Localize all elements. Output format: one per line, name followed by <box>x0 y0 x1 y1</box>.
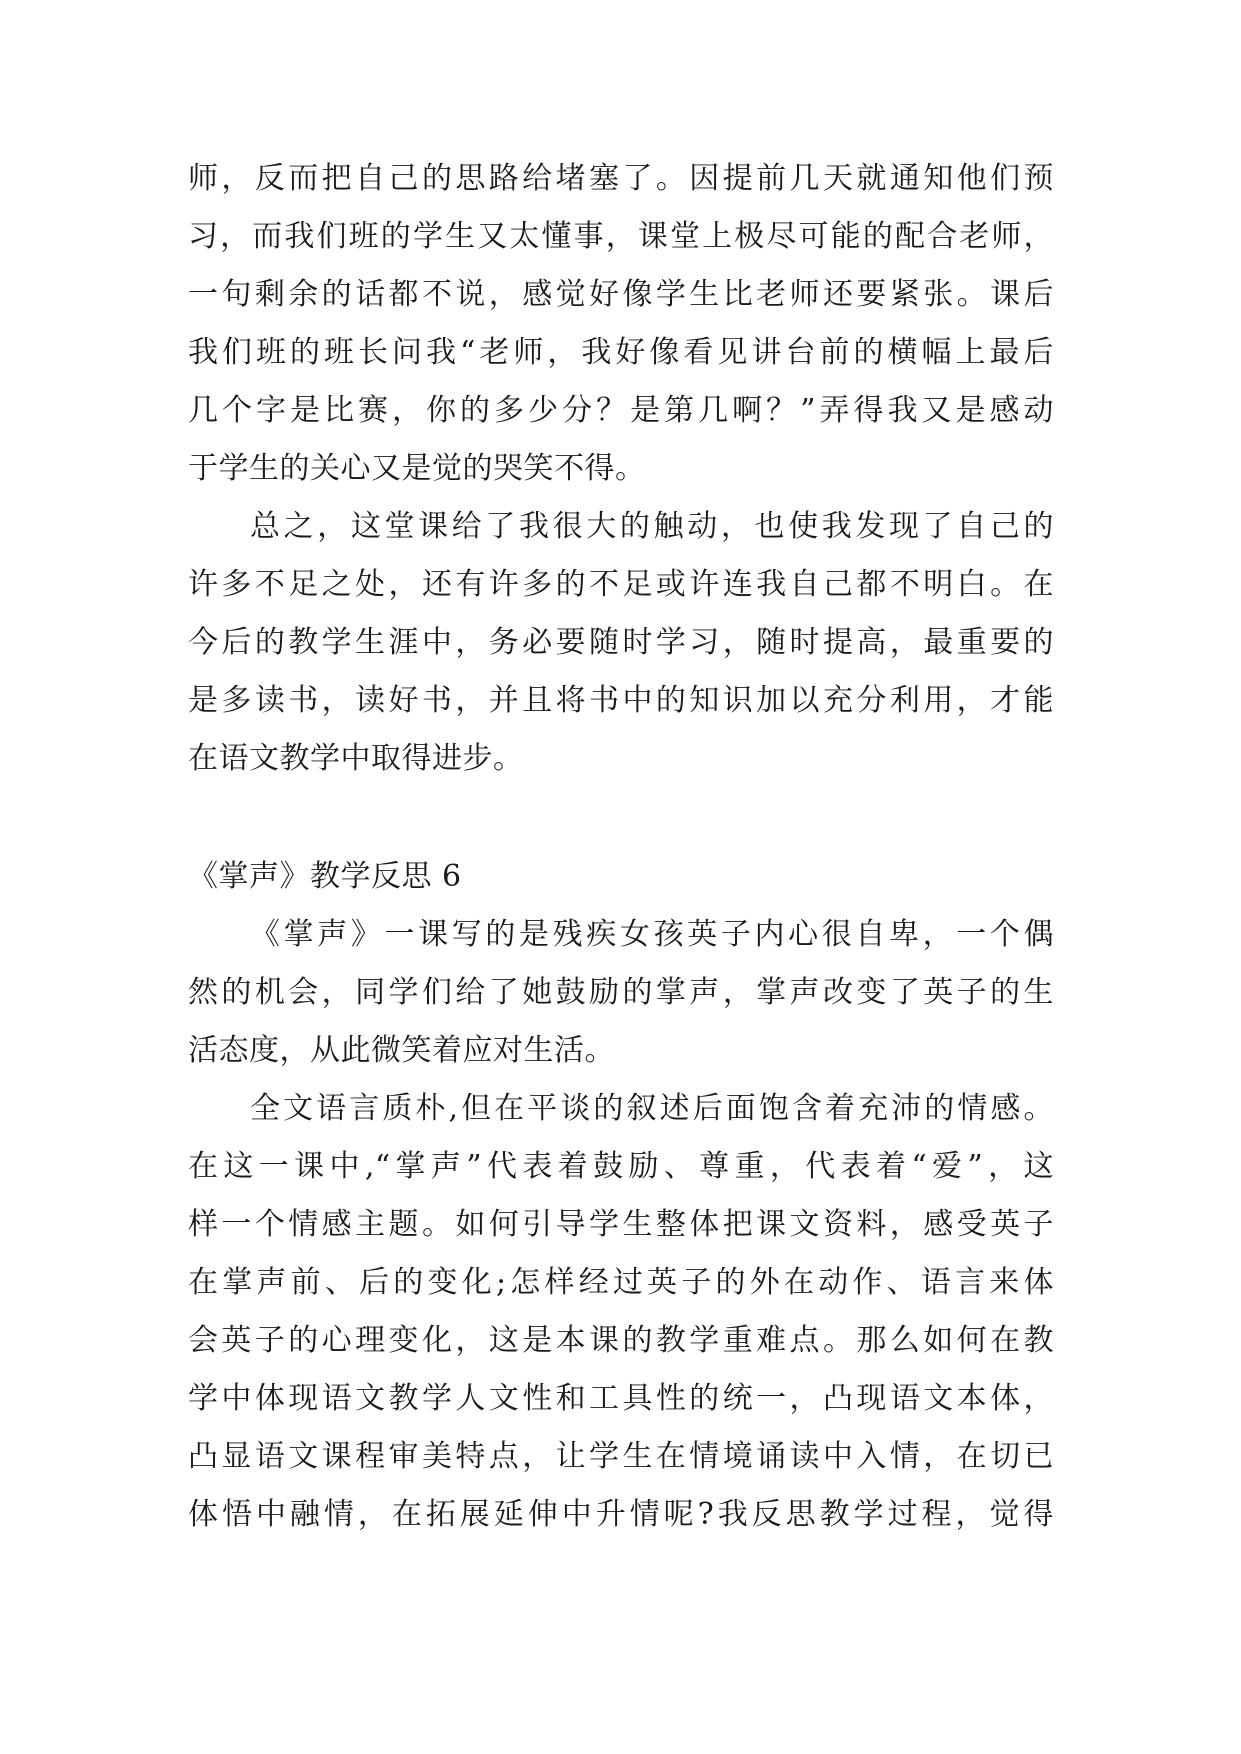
text-line: 于学生的关心又是觉的哭笑不得。 <box>188 451 646 486</box>
text-line: 今后的教学生涯中，务必要随时学习，随时提高，最重要的 <box>188 625 1054 660</box>
text-line: 是多读书，读好书，并且将书中的知识加以充分利用，才能 <box>188 683 1054 718</box>
text-line: 一句剩余的话都不说，感觉好像学生比老师还要紧张。课后 <box>188 277 1054 312</box>
text-line: 学中体现语文教学人文性和工具性的统一，凸现语文本体， <box>188 1381 1054 1416</box>
text-line: 许多不足之处，还有许多的不足或许连我自己都不明白。在 <box>188 567 1054 602</box>
text-line: 我们班的班长问我“老师，我好像看见讲台前的横幅上最后 <box>188 335 1054 370</box>
paragraph <box>188 906 1054 1080</box>
text-line: 会英子的心理变化，这是本课的教学重难点。那么如何在教 <box>188 1323 1054 1358</box>
text-line: 在语文教学中取得进步。 <box>188 741 524 776</box>
text-line: 在掌声前、后的变化;怎样经过英子的外在动作、语言来体 <box>188 1265 1054 1300</box>
text-line: 全文语言质朴,但在平谈的叙述后面饱含着充沛的情感。 <box>250 1091 1054 1126</box>
paragraph <box>188 150 1054 498</box>
paragraph <box>188 1080 1054 1544</box>
section-heading: 《掌声》教学反思 6 <box>188 859 462 894</box>
text-line: 样一个情感主题。如何引导学生整体把课文资料，感受英子 <box>188 1207 1054 1242</box>
text-line: 体悟中融情，在拓展延伸中升情呢?我反思教学过程，觉得 <box>188 1497 1054 1532</box>
text-line: 习，而我们班的学生又太懂事，课堂上极尽可能的配合老师， <box>188 219 1054 254</box>
text-line: 在这一课中,“掌声”代表着鼓励、尊重，代表着“爱”，这 <box>188 1149 1054 1184</box>
text-line: 然的机会，同学们给了她鼓励的掌声，掌声改变了英子的生 <box>188 975 1054 1010</box>
text-line: 活态度，从此微笑着应对生活。 <box>188 1033 615 1068</box>
text-line: 师，反而把自己的思路给堵塞了。因提前几天就通知他们预 <box>188 161 1054 196</box>
text-line: 总之，这堂课给了我很大的触动，也使我发现了自己的 <box>250 509 1054 544</box>
paragraph <box>188 498 1054 788</box>
text-line: 《掌声》一课写的是残疾女孩英子内心很自卑，一个偶 <box>250 917 1054 952</box>
text-line: 几个字是比赛，你的多少分？是第几啊？”弄得我又是感动 <box>188 393 1054 428</box>
text-line: 凸显语文课程审美特点，让学生在情境诵读中入情，在切已 <box>188 1439 1054 1474</box>
